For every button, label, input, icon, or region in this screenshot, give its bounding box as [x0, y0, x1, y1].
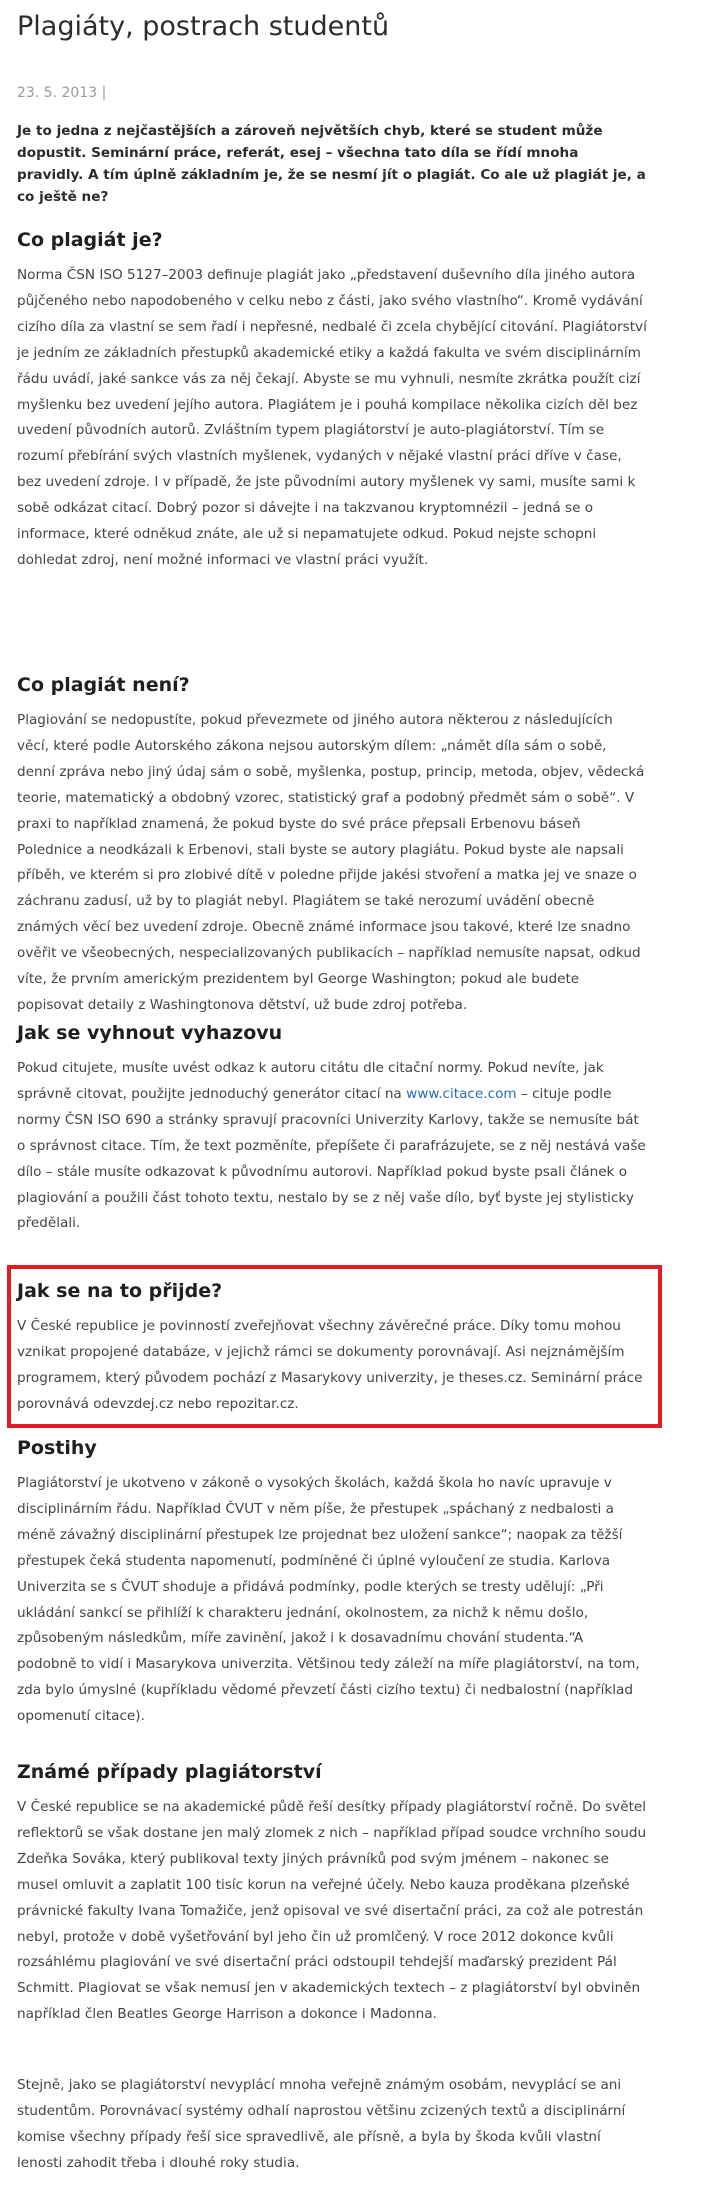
- section-paragraph-with-link: [17, 1056, 647, 1237]
- paragraph-text-after-link: – cituje podle normy ČSN ISO 690 a stránky spravují pracovníci Univerzity Karlovy, takže se nemusíte bát o správnost citace. Tím, že text pozměníte, přepíšete či parafrázujete, se z něj nestává vaše dílo – stále musíte odkazovat k původnímu autorovi. Například pokud byste psali článek o plagiování a použili část tohoto textu, nestalo by se z něj vaše dílo, byť byste jej stylisticky předělali.: [17, 1085, 646, 1232]
- section-heading-zname-pripady: Známé případy plagiátorství: [17, 1761, 322, 1783]
- section-paragraph: Stejně, jako se plagiátorství nevyplácí mnoha veřejně známým osobám, nevyplácí se ani studentům. Porovnávací systémy odhalí naprostou většinu zcizených textů a disciplinární komise všechny případy řeší sice spravedlivě, ale přísně, a byla by škoda kvůli vlastní lenosti zahodit třeba i dlouhé roky studia.: [17, 2077, 626, 2171]
- section-paragraph: Plagiování se nedopustíte, pokud převezmete od jiného autora některou z následujících věcí, které podle Autorského zákona nejsou autorským dílem: „námět díla sám o sobě, denní zpráva nebo jiný údaj sám o sobě, myšlenka, postup, princip, metoda, objev, vědecká teorie, matematický a obdobný vzorec, statistický graf a podobný předmět sám o sobě“. V praxi to například znamená, že pokud byste do své práce přepsali Erbenovu báseň Polednice a neodkázali k Erbenovi, stali byste se autory plagiátu. Pokud byste ale napsali příběh, ve kterém si pro zlobivé dítě v poledne přijde jakési stvoření a matka jej ve snaze o záchranu zadusí, už by to plagiát nebyl. Plagiátem se také nerozumí uvádění obecně známých věcí bez uvedení zdroje. Obecně známé informace jsou takové, které lze snadno ověřit ve všeobecných, nespecializovaných publikacích – například nemusíte napsat, odkud víte, že prvním americkým prezidentem byl George Washington; pokud ale budete popisovat detaily z Washingtonova dětství, už bude zdroj potřeba.: [17, 712, 645, 1013]
- section-heading-co-plagiat-je: Co plagiát je?: [17, 229, 163, 251]
- article-date: 23. 5. 2013 |: [17, 85, 107, 101]
- section-heading-co-plagiat-neni: Co plagiát není?: [17, 674, 190, 696]
- section-paragraph: Norma ČSN ISO 5127–2003 definuje plagiát jako „představení duševního díla jiného autora půjčeného nebo napodobeného v celku nebo z části, jako svého vlastního“. Kromě vydávání cizího díla za vlastní se sem řadí i nepřesné, nedbalé či zcela chybějící citování. Plagiátorství je jedním ze základních přestupků akademické etiky a každá fakulta ve svém disciplinárním řádu uvádí, jaké sankce vás za něj čekají. Abyste se mu vyhnuli, nesmíte zkrátka použít cizí myšlenku bez uvedení jejího autora. Plagiátem je i pouhá kompilace několika cizích děl bez uvedení původních autorů. Zvláštním typem plagiátorství je auto-plagiátorství. Tím se rozumí přebírání svých vlastních myšlenek, vydaných v nějaké vlastní práci dříve v čase, bez uvedení zdroje. I v případě, že jste původními autory myšlenek vy sami, musíte sami k sobě odkázat citací. Dobrý pozor si dávejte i na takzvanou kryptomnézii – jedná se o informace, které odněkud znáte, ale už si nepamatujete odkud. Pokud nejste schopni dohledat zdroj, není možné informaci ve vlastní práci využít.: [17, 267, 647, 568]
- section-heading-jak-se-vyhnout-vyhazovu: Jak se vyhnout vyhazovu: [17, 1022, 283, 1044]
- paragraph-text-before-link: Pokud citujete, musíte uvést odkaz k autoru citátu dle citační normy. Pokud nevíte, jak správně citovat, použijte jednoduchý generátor citací na: [17, 1060, 604, 1102]
- section-heading-jak-se-na-to-prijde: Jak se na to přijde?: [17, 1280, 223, 1302]
- section-heading-postihy: Postihy: [17, 1437, 97, 1459]
- article-perex: Je to jedna z nejčastějších a zároveň největších chyb, které se student může dopustit. Seminární práce, referát, esej – všechna tato díla se řídí mnoha pravidly. A tím úplně základním je, že se nesmí jít o plagiát. Co ale už plagiát je, a co ještě ne?: [17, 123, 646, 205]
- section-paragraph: Plagiátorství je ukotveno v zákoně o vysokých školách, každá škola ho navíc upravuje v disciplinárním řádu. Například ČVUT v něm píše, že přestupek „spáchaný z nedbalosti a méně závažný disciplinární přestupek lze projednat bez uložení sankce“; naopak za těžší přestupek čeká studenta napomenutí, podmíněné či úplné vyloučení ze studia. Karlova Univerzita se s ČVUT shoduje a přidává podmínky, podle kterých se tresty udělují: „Při ukládání sankcí se přihlíží k charakteru jednání, okolnostem, za nichž k němu došlo, způsobeným následkům, míře zavinění, jakož i k dosavadnímu chování studenta.“A podobně to vidí i Masarykova univerzita. Většinou tedy záleží na míře plagiátorství, na tom, zda bylo úmyslné (kupříkladu vědomé převzetí části cizího textu) či nedbalostní (například opomenutí citace).: [17, 1475, 640, 1725]
- section-paragraph: V České republice se na akademické půdě řeší desítky případy plagiátorství ročně. Do světel reflektorů se však dostane jen malý zlomek z nich – například případ soudce vrchního soudu Zdeňka Sováka, který publikoval texty jiných právníků pod svým jménem – nakonec se musel omluvit a zaplatit 100 tisíc korun na veřejné účely. Nebo kauza proděkana plzeňské právnické fakulty Ivana Tomažiče, jenž opisoval ve své disertační práci, za což ale potrestán nebyl, protože v době vyšetřování byl jeho čin už promlčený. V roce 2012 dokonce kvůli rozsáhlému plagiování ve své disertační práci odstoupil tehdejší maďarský prezident Pál Schmitt. Plagiovat se však nemusí jen v akademických textech – z plagiátorství byl obviněn například člen Beatles George Harrison a dokonce i Madonna.: [17, 1799, 647, 2023]
- citace-link[interactable]: www.citace.com: [406, 1085, 517, 1102]
- section-paragraph: V České republice je povinností zveřejňovat všechny závěrečné práce. Díky tomu mohou vznikat propojené databáze, v jejichž rámci se dokumenty porovnávají. Asi nejznámějším programem, který původem pochází z Masarykovy univerzity, je theses.cz. Seminární práce porovnává odevzdej.cz nebo repozitar.cz.: [17, 1318, 643, 1412]
- article-title: Plagiáty, postrach studentů: [17, 11, 390, 42]
